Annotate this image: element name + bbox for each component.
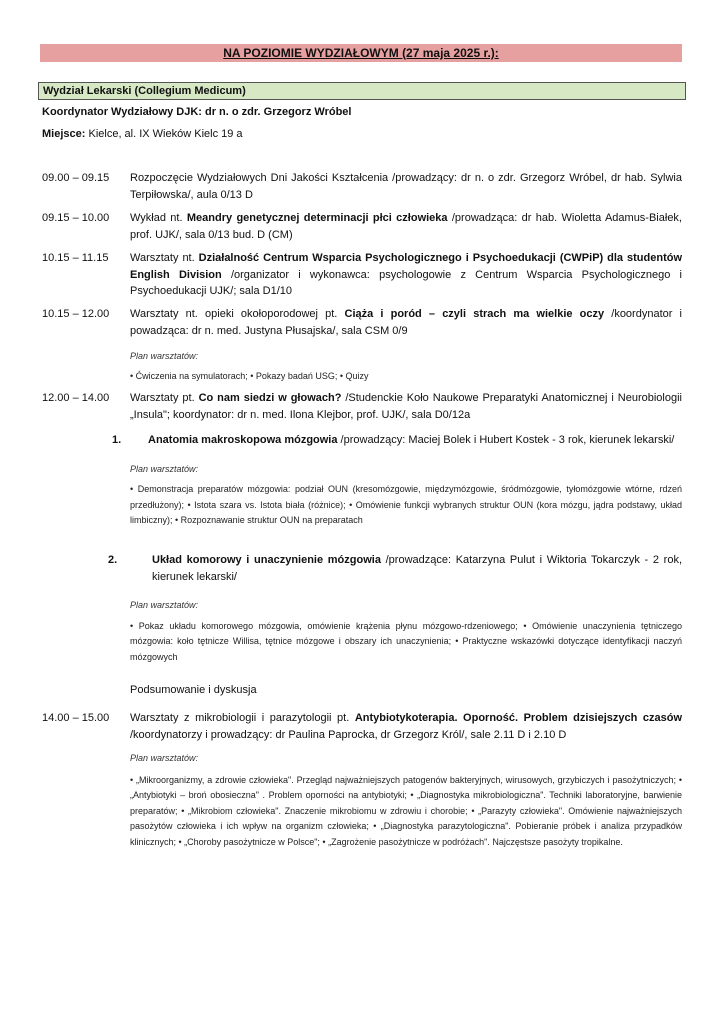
- plan-text: • Ćwiczenia na symulatorach; • Pokazy badań USG; • Quizy: [130, 370, 369, 381]
- row-description: [130, 250, 682, 300]
- desc-post: /prowadząca: dr hab. Wioletta Adamus-Białek, prof. UJK/, sala 0/13 bud. D (CM): [130, 212, 682, 241]
- desc-title: Antybiotykoterapia. Oporność. Problem dzisiejszych czasów: [354, 712, 683, 724]
- row-description: [130, 710, 682, 743]
- row-description: [130, 306, 682, 339]
- desc-post: /koordynatorzy i prowadzący: dr Paulina Paprocka, dr Grzegorz Król/, sale 2.11 D i 2.10 D: [130, 728, 567, 741]
- section-banner: NA POZIOMIE WYDZIAŁOWYM (27 maja 2025 r.):: [40, 44, 682, 62]
- sub-item-title: Układ komorowy i unaczynienie mózgowia: [152, 554, 381, 566]
- desc-pre: Warsztaty z mikrobiologii i parazytologii pt.: [130, 712, 355, 724]
- plan-label: Plan warsztatów:: [130, 600, 199, 610]
- summary-text: Podsumowanie i dyskusja: [130, 684, 257, 696]
- place-line: [42, 128, 243, 140]
- plan-text: • Pokaz układu komorowego mózgowia, omówienie krążenia płynu mózgowo-rdzeniowego; • Omówienie unaczynienia tętniczego mózgowia: koło tętnicze Willisa, tętnice mózgowe i obszary ich unaczynienia; • Praktyczne wskazówki dotyczące identyfikacji naczyń mózgowych: [130, 620, 682, 662]
- plan-text: • Demonstracja preparatów mózgowia: podział OUN (kresomózgowie, międzymózgowie, śródmózgowie, tyłomózgowie wtórne, rdzeń przedłużony); • Istota szara vs. Istota biała (różnice); • Omówienie funkcji wybranych struktur OUN (kora mózgu, jądra podstawy, układ limbiczny); • Rozpoznawanie struktur OUN na preparatach: [130, 484, 682, 525]
- place-value: Kielce, al. IX Wieków Kielc 19 a: [85, 128, 243, 140]
- row-time: 09.00 – 09.15: [42, 172, 110, 184]
- desc-pre: Warsztaty nt. opieki okołoporodowej pt.: [130, 308, 345, 320]
- row-time: 14.00 – 15.00: [42, 712, 110, 724]
- desc-post: /Studenckie Koło Naukowe Preparatyki Anatomicznej i Neurobiologii „Insula"; koordynator: dr n. med. Ilona Klejbor, prof. UJK/, sala D0/12a: [130, 392, 682, 421]
- sub-item-number: 1.: [112, 434, 122, 446]
- faculty-heading: Wydział Lekarski (Collegium Medicum): [38, 82, 686, 100]
- row-description: Rozpoczęcie Wydziałowych Dni Jakości Kształcenia /prowadzący: dr n. o zdr. Grzegorz Wróbel, dr hab. Sylwia Terpiłowska/, aula 0/13 D: [130, 172, 682, 201]
- desc-title: Meandry genetycznej determinacji płci człowieka: [186, 212, 448, 224]
- desc-pre: Warsztaty nt.: [130, 252, 199, 264]
- sub-item-post: /prowadzący: Maciej Bolek i Hubert Kostek - 3 rok, kierunek lekarski/: [337, 434, 675, 446]
- desc-post: /koordynator i powadząca: dr n. med. Justyna Płusajska/, sala CSM 0/9: [130, 308, 683, 337]
- plan-label: Plan warsztatów:: [130, 463, 199, 474]
- place-label: Miejsce:: [42, 128, 86, 140]
- row-time: 12.00 – 14.00: [42, 392, 110, 404]
- plan-label: Plan warsztatów:: [130, 351, 199, 361]
- desc-pre: Wykład nt.: [130, 212, 187, 224]
- desc-title: Co nam siedzi w głowach?: [198, 392, 342, 404]
- row-time: 10.15 – 11.15: [42, 252, 109, 264]
- desc-post: /organizator i wykonawca: psychologowie z Centrum Wsparcia Psychologicznego i Psychoedukacji UJK/; sala D1/10: [130, 268, 682, 297]
- sub-item-number: 2.: [108, 554, 118, 566]
- sub-item-post: /prowadzące: Katarzyna Pulut i Wiktoria Tokarczyk - 2 rok, kierunek lekarski/: [152, 554, 682, 583]
- desc-pre: Warsztaty pt.: [130, 392, 199, 404]
- row-description: [130, 390, 682, 423]
- row-description: [130, 210, 682, 243]
- plan-label: Plan warsztatów:: [130, 753, 199, 763]
- desc-title: Działalność Centrum Wsparcia Psychologicznego i Psychoedukacji (CWPiP) dla studentów English Division: [130, 252, 683, 281]
- coordinator-line: Koordynator Wydziałowy DJK: dr n. o zdr. Grzegorz Wróbel: [42, 106, 352, 118]
- desc-title: Ciąża i poród – czyli strach ma wielkie oczy: [344, 308, 605, 320]
- row-time: 09.15 – 10.00: [42, 212, 110, 224]
- sub-item-title: Anatomia makroskopowa mózgowia: [148, 434, 338, 446]
- row-time: 10.15 – 12.00: [42, 308, 110, 320]
- plan-text: • „Mikroorganizmy, a zdrowie człowieka". Przegląd najważniejszych patogenów bakteryjnych, wirusowych, grzybiczych i pasożytniczych; • „Antybiotyki – broń obosieczna" . Problem oporności na antybiotyki; • „Diagnostyka mikrobiologiczna". Techniki laboratoryjne, barwienie preparatów; • „Mikrobiom człowieka". Znaczenie mikrobiomu w zdrowiu i chorobie; • „Parazyty człowieka". Omówienie najważniejszych pasożytów człowieka i ich wpływ na organizm człowieka; • „Diagnostyka parazytologiczna". Pobieranie próbek i analiza przypadków klinicznych; • „Choroby pasożytnicze w Polsce"; • „Zagrożenie pasożytnicze w podróżach". Najczęstsze pasożyty tropikalne.: [130, 774, 682, 847]
